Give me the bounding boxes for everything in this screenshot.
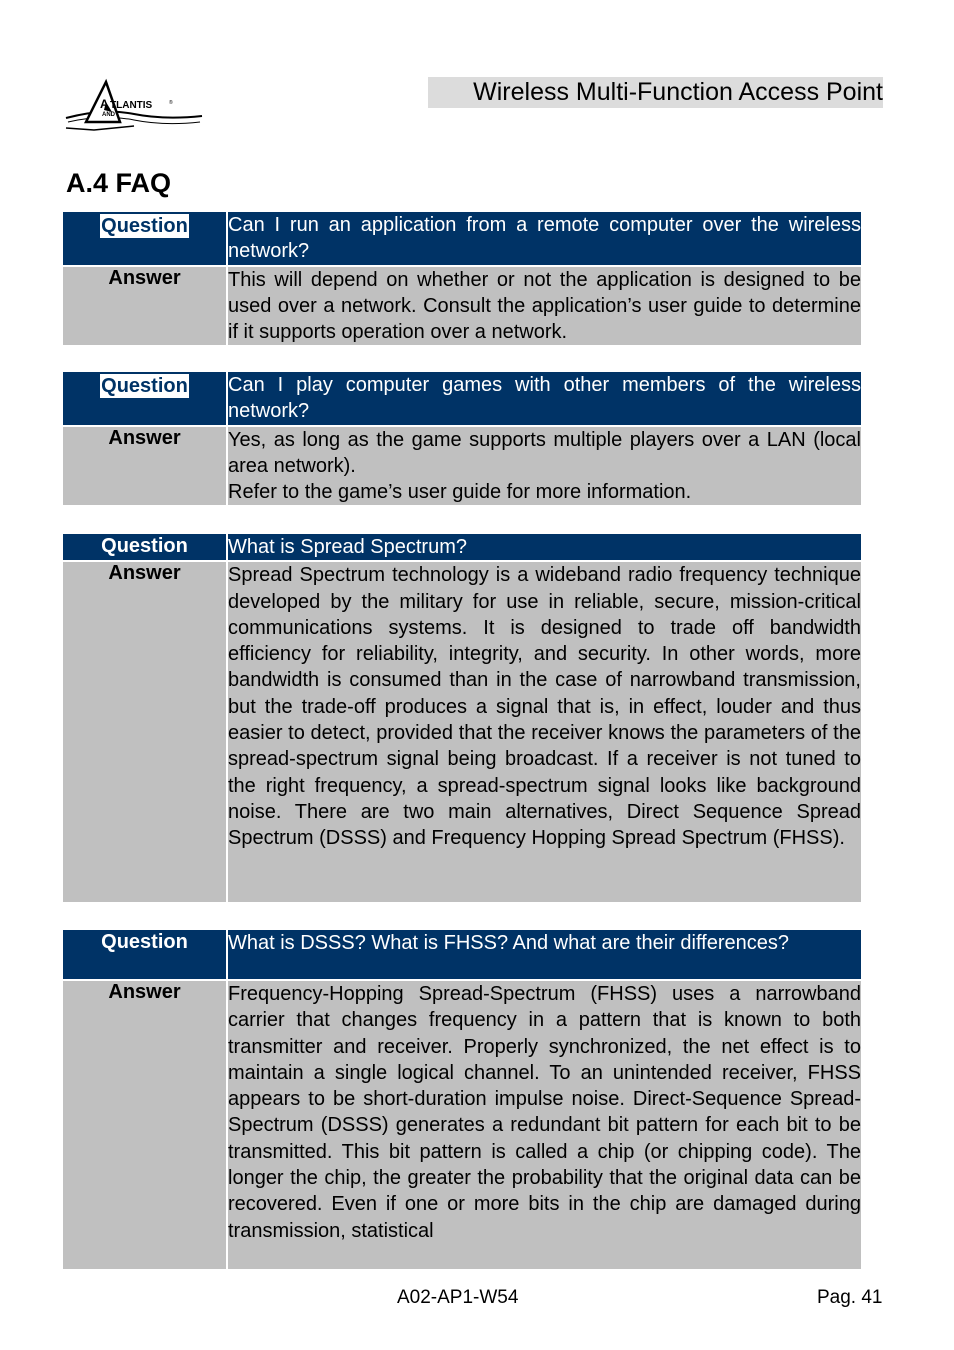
faq-table-2 [63, 372, 861, 505]
atlantis-land-logo [64, 78, 204, 142]
answer-label: Answer [63, 267, 228, 346]
question-label-cell [63, 372, 228, 427]
footer-model-code: A02-AP1-W54 [397, 1287, 519, 1308]
answer-text [228, 981, 861, 1269]
footer-page-number: Pag. 41 [817, 1287, 883, 1308]
question-label-cell [63, 534, 228, 562]
svg-text:A: A [100, 97, 109, 111]
answer-paragraph: Frequency-Hopping Spread-Spectrum (FHSS) uses a narrowband carrier that changes frequency in a pattern that is known to both transmitter and receiver. Properly synchronized, the net effect is to maintain a single logical channel. To an unintended receiver, FHSS appears to be short-duration impulse noise. Direct-Sequence Spread-Spectrum (DSSS) generates a redundant bit pattern for each bit to be transmitted. This bit pattern is called a chip (or chipping code). The longer the chip, the greater the probability that the original data can be recovered. Even if one or more bits in the chip are damaged during transmission, statistical [228, 983, 861, 1242]
faq-table-3 [63, 534, 861, 902]
question-label: Question [101, 931, 188, 953]
question-label: Question [101, 535, 188, 557]
answer-label: Answer [63, 981, 228, 1269]
answer-text [228, 427, 861, 506]
question-text: Can I run an application from a remote computer over the wireless network? [228, 212, 861, 267]
question-text: What is DSSS? What is FHSS? And what are their differences? [228, 930, 861, 981]
question-label: Question [101, 375, 188, 397]
faq-table-4 [63, 930, 861, 1269]
answer-text [228, 267, 861, 346]
answer-paragraph: Refer to the game’s user guide for more information. [228, 481, 692, 504]
svg-text:AND: AND [102, 112, 115, 118]
question-text: Can I play computer games with other members of the wireless network? [228, 372, 861, 427]
document-header-title: Wireless Multi-Function Access Point [428, 77, 883, 108]
answer-text [228, 562, 861, 902]
answer-paragraph: This will depend on whether or not the application is designed to be used over a network. Consult the application’s user guide to determine if it supports operation over a network. [228, 268, 861, 344]
answer-paragraph: Yes, as long as the game supports multiple players over a LAN (local area network). [228, 428, 861, 477]
svg-text:®: ® [169, 100, 173, 106]
section-title: A.4 FAQ [66, 168, 172, 198]
question-text: What is Spread Spectrum? [228, 534, 861, 562]
question-label-cell [63, 212, 228, 267]
answer-label: Answer [63, 562, 228, 902]
question-label-cell [63, 930, 228, 981]
question-label: Question [101, 215, 188, 237]
answer-label: Answer [63, 427, 228, 506]
faq-table-1 [63, 212, 861, 345]
svg-text:TLANTIS: TLANTIS [110, 100, 153, 111]
answer-paragraph: Spread Spectrum technology is a wideband radio frequency technique developed by the military for use in reliable, secure, mission-critical communications systems. It is designed to trade off bandwidth efficiency for reliability, integrity, and security. In other words, more bandwidth is consumed than in the case of narrowband transmission, but the trade-off produces a signal that is, in effect, louder and thus easier to detect, provided that the receiver knows the parameters of the spread-spectrum signal being broadcast. If a receiver is not tuned to the right frequency, a spread-spectrum signal looks like background noise. There are two main alternatives, Direct Sequence Spread Spectrum (DSSS) and Frequency Hopping Spread Spectrum (FHSS). [228, 564, 861, 850]
